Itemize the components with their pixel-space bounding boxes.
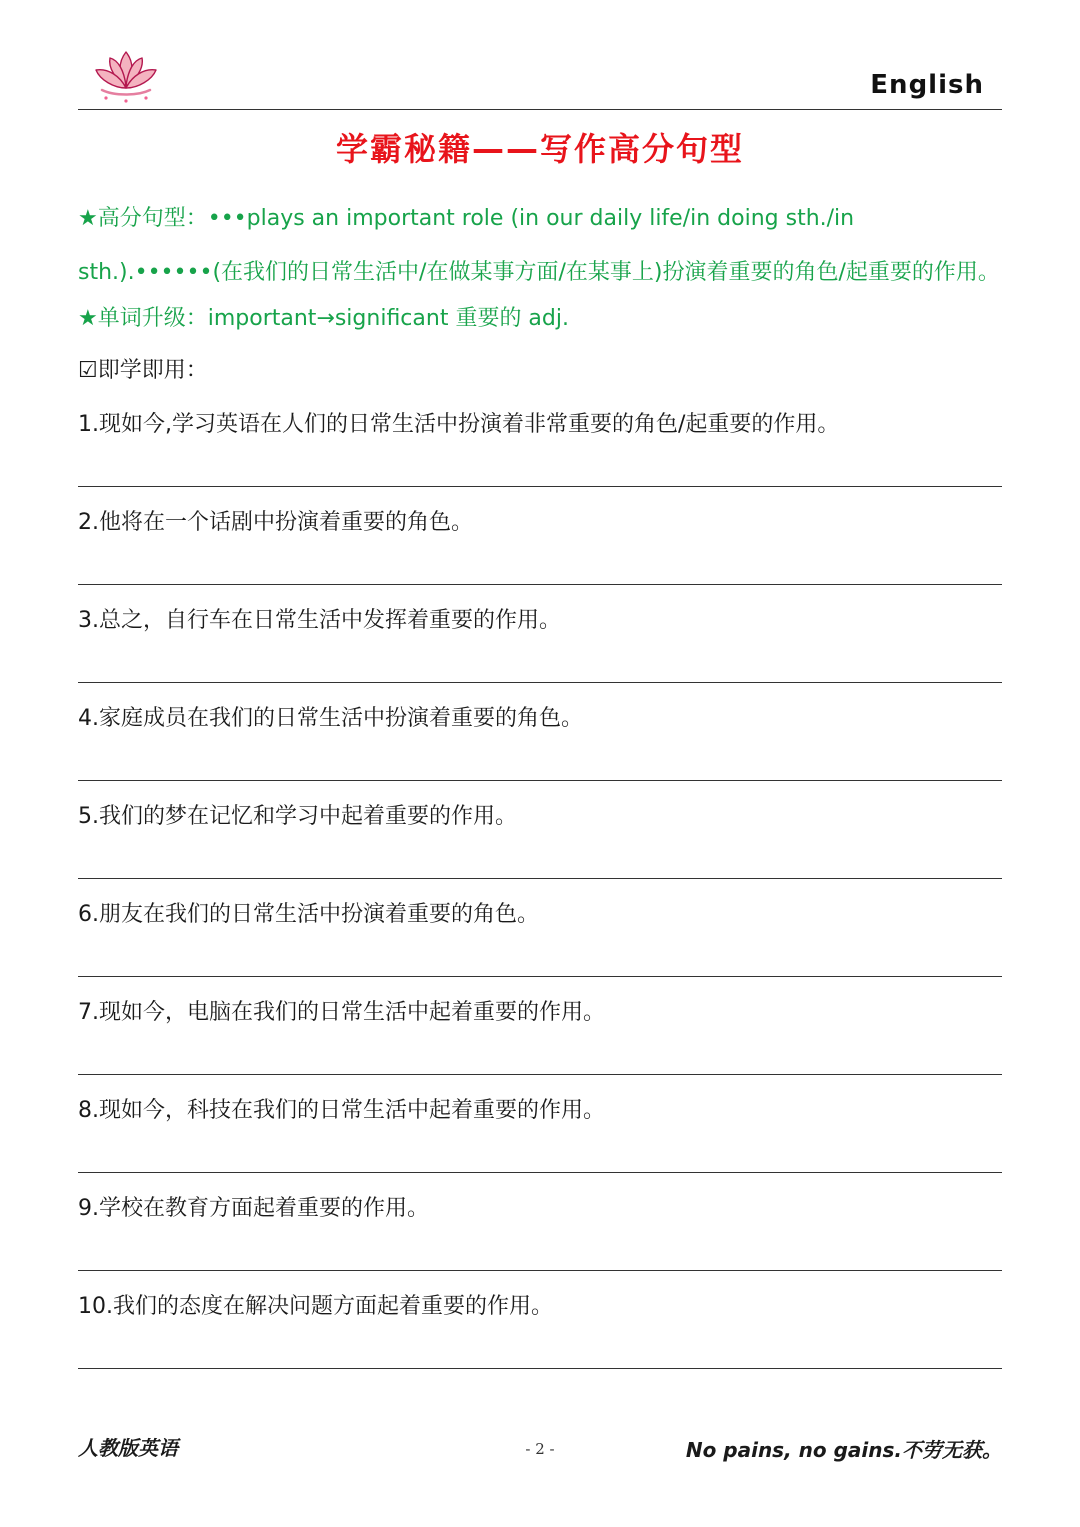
exercise-prompt: 4.家庭成员在我们的日常生活中扮演着重要的角色。: [78, 706, 583, 731]
exercise-item: [78, 408, 1002, 506]
answer-line[interactable]: [78, 976, 1002, 977]
exercise-prompt: 7.现如今，电脑在我们的日常生活中起着重要的作用。: [78, 1000, 605, 1025]
exercise-item: [78, 1094, 1002, 1192]
exercise-item: [78, 800, 1002, 898]
answer-line[interactable]: [78, 486, 1002, 487]
lotus-logo-icon: [88, 44, 164, 106]
exercise-prompt: 8.现如今，科技在我们的日常生活中起着重要的作用。: [78, 1098, 605, 1123]
exercise-prompt: 3.总之，自行车在日常生活中发挥着重要的作用。: [78, 608, 561, 633]
exercise-item: [78, 702, 1002, 800]
exercise-prompt: 10.我们的态度在解决问题方面起着重要的作用。: [78, 1294, 553, 1319]
exercise-prompt: 2.他将在一个话剧中扮演着重要的角色。: [78, 510, 473, 535]
answer-line[interactable]: [78, 780, 1002, 781]
exercise-prompt: 1.现如今,学习英语在人们的日常生活中扮演着非常重要的角色/起重要的作用。: [78, 412, 840, 437]
answer-line[interactable]: [78, 1172, 1002, 1173]
exercise-prompt: 9.学校在教育方面起着重要的作用。: [78, 1196, 429, 1221]
answer-line[interactable]: [78, 1270, 1002, 1271]
practice-label: ☑即学即用：: [78, 358, 208, 383]
exercise-item: [78, 1192, 1002, 1290]
answer-line[interactable]: [78, 1074, 1002, 1075]
exercise-item: [78, 1290, 1002, 1388]
exercise-item: [78, 996, 1002, 1094]
page-number: - 2 -: [525, 1440, 555, 1458]
footer-motto: No pains, no gains.不劳无获。: [685, 1438, 1002, 1462]
sentence-pattern-tip: ★高分句型：•••plays an important role (in our daily life/in doing sth./in sth.).••••••(在我们的日常生活中/在做某事方面/在某事上)扮演着重要的角色/起重要的作用。: [78, 206, 1000, 285]
page-title: 学霸秘籍——写作高分句型: [335, 130, 744, 168]
exercise-item: [78, 604, 1002, 702]
exercise-prompt: 6.朋友在我们的日常生活中扮演着重要的角色。: [78, 902, 539, 927]
header-label: English: [870, 70, 984, 100]
header-divider: [78, 109, 1002, 110]
footer-textbook-label: 人教版英语: [78, 1436, 178, 1460]
exercise-item: [78, 506, 1002, 604]
answer-line[interactable]: [78, 682, 1002, 683]
answer-line[interactable]: [78, 878, 1002, 879]
answer-line[interactable]: [78, 584, 1002, 585]
answer-line[interactable]: [78, 1368, 1002, 1369]
exercise-item: [78, 898, 1002, 996]
exercise-prompt: 5.我们的梦在记忆和学习中起着重要的作用。: [78, 804, 517, 829]
word-upgrade-tip: ★单词升级：important→significant 重要的 adj.: [78, 306, 569, 331]
